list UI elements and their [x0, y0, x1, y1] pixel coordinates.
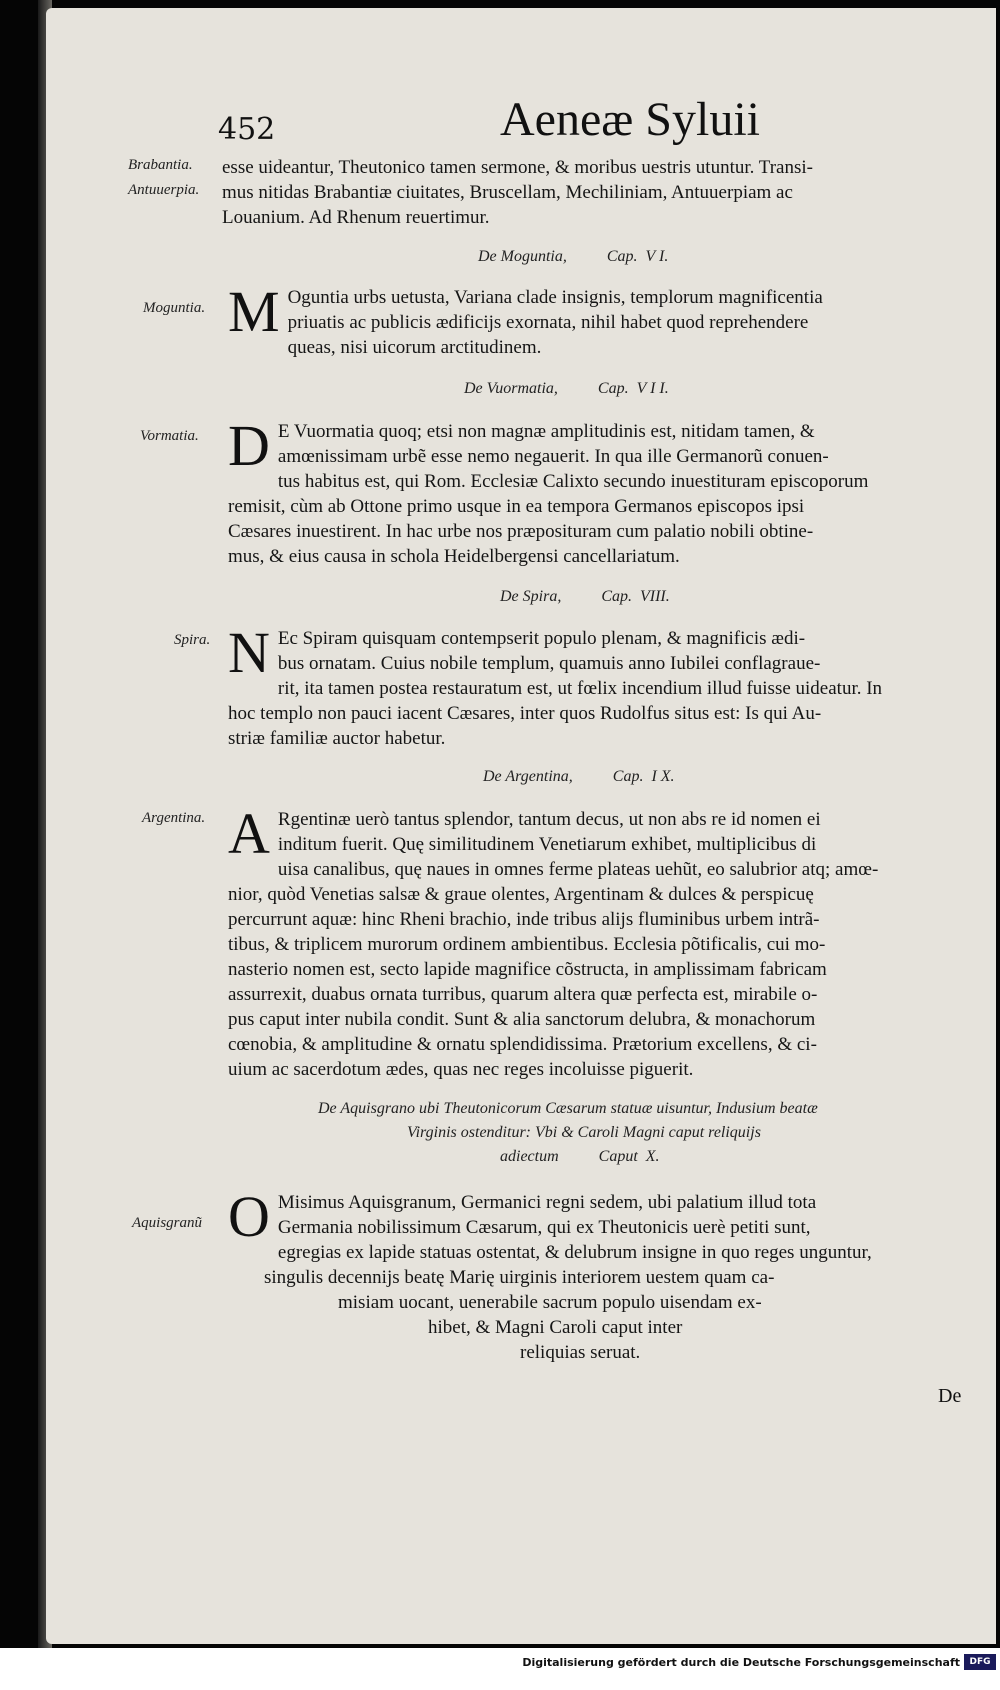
- margin-note-argentina: Argentina.: [142, 810, 206, 826]
- margin-note-antuuerpia: Antuuerpia.: [128, 182, 200, 198]
- chapter-heading-moguntia: De Moguntia, Cap. V I.: [478, 248, 669, 265]
- running-head: Aeneæ Syluii: [500, 93, 760, 146]
- drop-cap: A: [228, 801, 270, 866]
- text-line: Ec Spiram quisquam contempserit populo plenam, & magnificis ædi-: [277, 628, 806, 649]
- chapter-heading-aquisgranum-line-3: adiectum Caput X.: [500, 1148, 660, 1165]
- margin-note-moguntia: Moguntia.: [143, 300, 206, 316]
- text-line: misiam uocant, uenerabile sacrum populo uisendam ex-: [338, 1292, 762, 1313]
- chapter-text-spira: [228, 620, 968, 751]
- text-line: percurrunt aquæ: hinc Rheni brachio, inde tribus alijs fluminibus urbem intrã-: [228, 909, 820, 930]
- margin-note-vormatia: Vormatia.: [140, 428, 199, 444]
- text-line: tus habitus est, qui Rom. Ecclesiæ Calixto secundo inuestituram episcoporum: [277, 471, 869, 492]
- text-line: hoc templo non pauci iacent Cæsares, inter quos Rudolfus situs est: Is qui Au-: [228, 703, 822, 724]
- chapter-heading-argentina: De Argentina, Cap. I X.: [483, 768, 675, 785]
- text-line: Rgentinæ uerò tantus splendor, tantum decus, ut non abs re id nomen ei: [277, 809, 821, 830]
- chapter-heading-spira: De Spira, Cap. VIII.: [500, 588, 670, 605]
- text-line: cœnobia, & amplitudine & ornatu splendidissima. Prætorium excellens, & ci-: [228, 1034, 817, 1055]
- digitization-footer: [0, 1648, 1000, 1690]
- text-line: Cæsares inuestirent. In hac urbe nos præposituram cum palatio nobili obtine-: [228, 521, 814, 542]
- text-line: pus caput inter nubila condit. Sunt & alia sanctorum delubra, & monachorum: [228, 1009, 816, 1030]
- text-line: mus, & eius causa in schola Heidelbergensi cancellariatum.: [228, 546, 680, 567]
- drop-cap: O: [228, 1184, 270, 1249]
- drop-cap: M: [228, 279, 280, 344]
- text-line: rit, ita tamen postea restauratum est, ut fœlix incendium illud fuisse uideatur. In: [277, 678, 883, 699]
- footer-credit-text: Digitalisierung gefördert durch die Deutsche Forschungsgemeinschaft: [522, 1656, 960, 1669]
- text-line: queas, nisi uicorum arctitudinem.: [287, 337, 542, 358]
- chapter-text-aquisgranum: [228, 1184, 968, 1365]
- chapter-text-vormatia: [228, 413, 968, 569]
- text-line: striæ familiæ auctor habetur.: [228, 728, 446, 749]
- dfg-logo-icon: DFG: [964, 1654, 996, 1670]
- chapter-text-moguntia: [228, 279, 968, 360]
- text-line: amœnissimam urbẽ esse nemo negauerit. In qua ille Germanorũ conuen-: [277, 446, 829, 467]
- chapter-heading-aquisgranum-line-1: De Aquisgrano ubi Theutonicorum Cæsarum statuæ uisuntur, Indusium beatæ: [318, 1100, 818, 1117]
- text-line: nior, quòd Venetias salsæ & graue olentes, Argentinam & dulces & perspicuę: [228, 884, 814, 905]
- text-line: hibet, & Magni Caroli caput inter: [428, 1317, 683, 1338]
- text-line: tibus, & triplicem murorum ordinem ambientibus. Ecclesia põtificalis, cui mo-: [228, 934, 826, 955]
- text-line: priuatis ac publicis ædificijs exornata, nihil habet quod reprehendere: [287, 312, 809, 333]
- catchword: De: [938, 1385, 962, 1407]
- margin-note-aquisgranu: Aquisgranũ: [132, 1215, 203, 1231]
- text-line: reliquias seruat.: [520, 1342, 641, 1363]
- text-line: bus ornatam. Cuius nobile templum, quamuis anno Iubilei conflagraue-: [277, 653, 821, 674]
- chapter-heading-aquisgranum-line-2: Virginis ostenditur: Vbi & Caroli Magni caput reliquijs: [407, 1124, 761, 1141]
- page-number: 452: [218, 112, 276, 147]
- text-line: Louanium. Ad Rhenum reuertimur.: [222, 207, 490, 228]
- margin-note-spira: Spira.: [174, 632, 211, 648]
- text-line: E Vuormatia quoq; etsi non magnæ amplitudinis est, nitidam tamen, &: [277, 421, 815, 442]
- text-line: Germania nobilissimum Cæsarum, qui ex Theutonicis uerè petiti sunt,: [277, 1217, 811, 1238]
- chapter-heading-vormatia: De Vuormatia, Cap. V I I.: [464, 380, 669, 397]
- intro-paragraph: [222, 155, 967, 230]
- text-line: Misimus Aquisgranum, Germanici regni sedem, ubi palatium illud tota: [277, 1192, 817, 1213]
- margin-note-brabantia: Brabantia.: [128, 157, 193, 173]
- text-line: Oguntia urbs uetusta, Variana clade insignis, templorum magnificentia: [287, 287, 823, 308]
- text-line: egregias ex lapide statuas ostentat, & delubrum insigne in quo reges unguntur,: [277, 1242, 872, 1263]
- text-line: esse uideantur, Theutonico tamen sermone, & moribus uestris utuntur. Transi-: [222, 157, 813, 178]
- text-line: nasterio nomen est, secto lapide magnifice cõstructa, in amplissimam fabricam: [228, 959, 827, 980]
- text-line: uisa canalibus, quę naues in omnes ferme plateas uehũt, eo salubrior atq; amœ-: [277, 859, 879, 880]
- text-line: singulis decennijs beatę Marię uirginis interiorem uestem quam ca-: [264, 1267, 775, 1288]
- drop-cap: D: [228, 413, 270, 478]
- text-line: inditum fuerit. Quę similitudinem Venetiarum exhibet, multiplicibus di: [277, 834, 817, 855]
- text-line: mus nitidas Brabantiæ ciuitates, Bruscellam, Mechiliniam, Antuuerpiam ac: [222, 182, 793, 203]
- text-line: uium ac sacerdotum ædes, quas nec reges incoluisse piguerit.: [228, 1059, 694, 1080]
- text-line: assurrexit, duabus ornata turribus, quarum altera quæ perfecta est, mirabile o-: [228, 984, 818, 1005]
- chapter-text-argentina: [228, 801, 968, 1082]
- drop-cap: N: [228, 620, 270, 685]
- text-line: remisit, cùm ab Ottone primo usque in ea tempora Germanos episcopos ipsi: [228, 496, 805, 517]
